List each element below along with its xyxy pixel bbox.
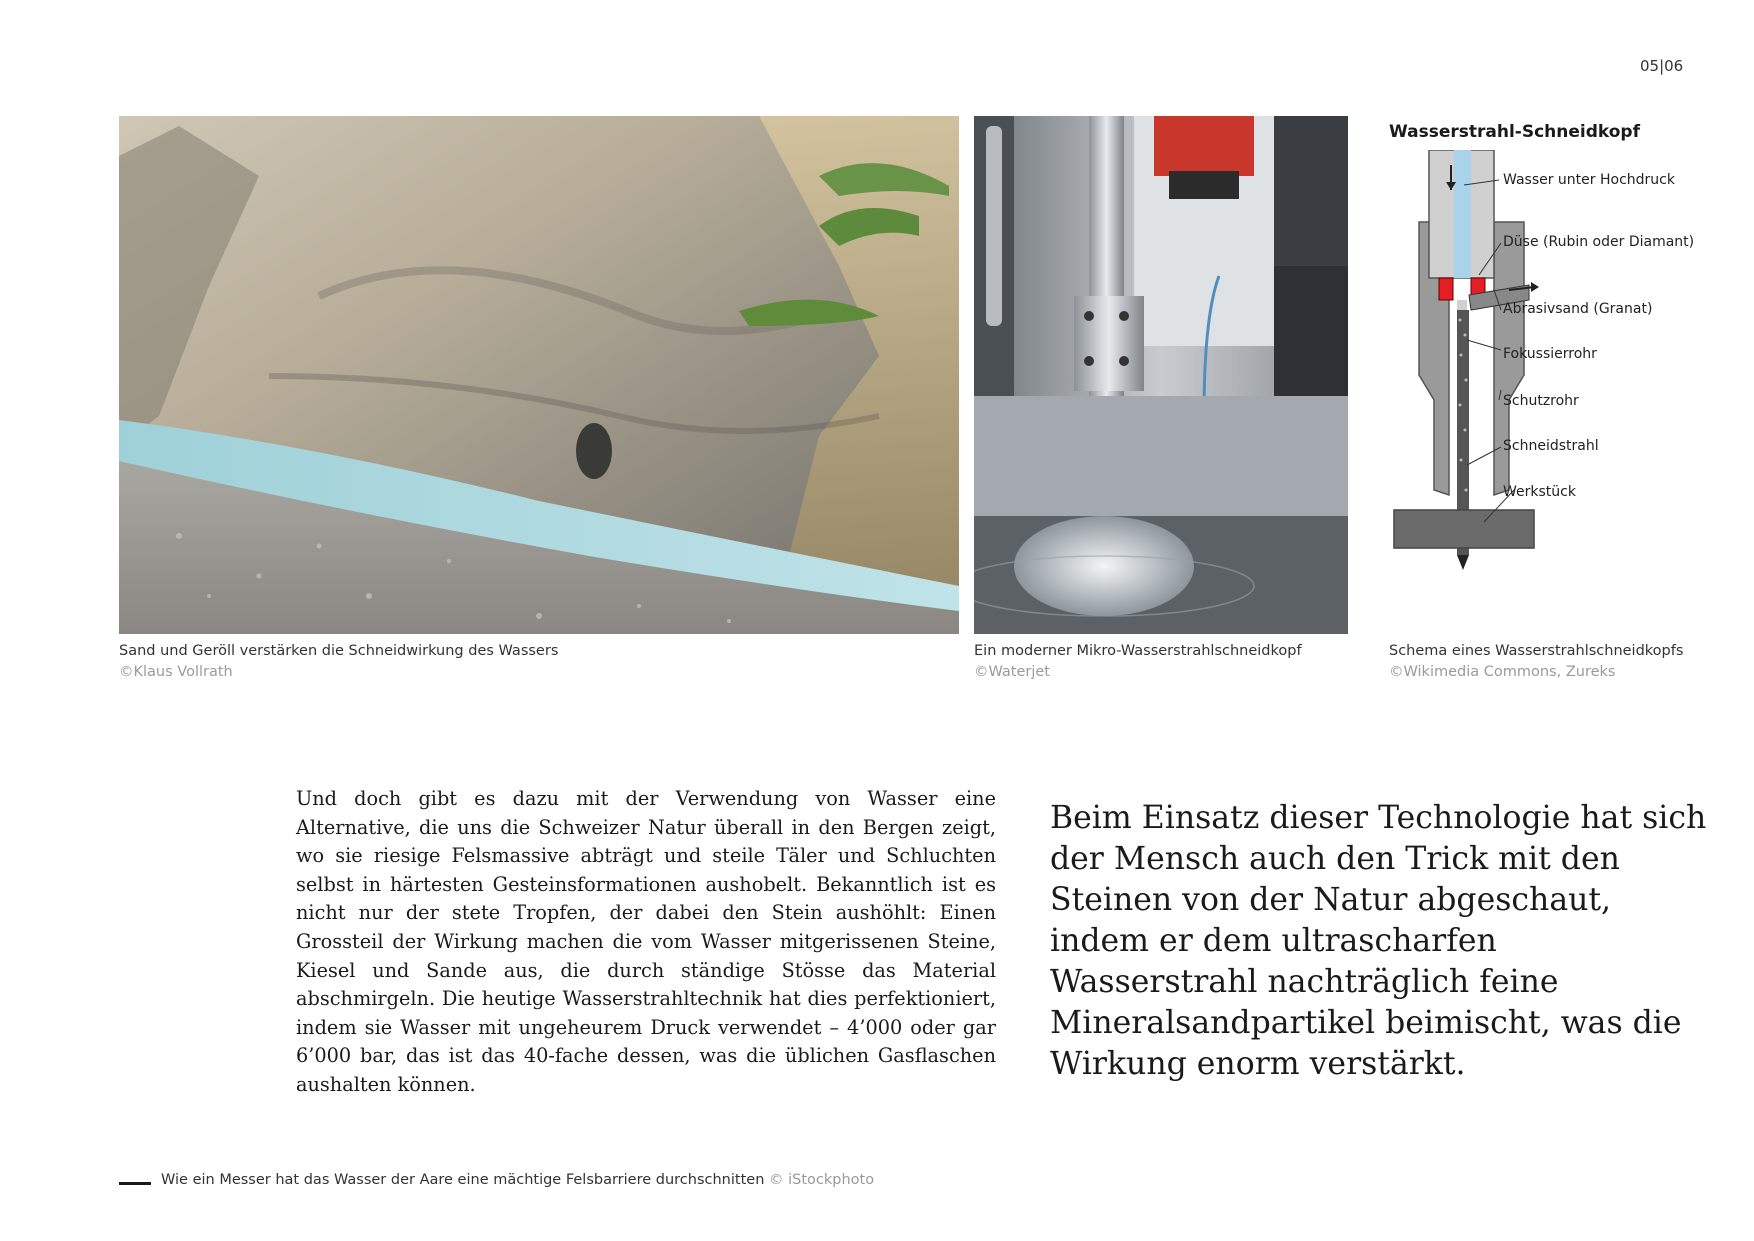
footnote-text: Wie ein Messer hat das Wasser der Aare eine mächtige Felsbarriere durchschnitten [161,1172,765,1188]
label-schutz: Schutzrohr [1503,393,1579,409]
machine-caption [974,641,1302,683]
machine-caption-text: Ein moderner Mikro-Wasserstrahlschneidkopf [974,643,1302,659]
label-fokus: Fokussierrohr [1503,346,1597,362]
waterjet-machine-photo [974,116,1348,634]
footnote [161,1172,874,1188]
label-duese: Düse (Rubin oder Diamant) [1503,234,1695,250]
footnote-credit: © iStockphoto [769,1172,875,1188]
gorge-caption-text: Sand und Geröll verstärken die Schneidwirkung des Wassers [119,643,559,659]
label-werkstueck: Werkstück [1503,484,1576,500]
workpiece [1394,510,1534,548]
label-strahl: Schneidstrahl [1503,438,1599,454]
gorge-photo [119,116,959,634]
pull-quote: Beim Einsatz dieser Technologie hat sich der Mensch auch den Trick mit den Steinen von der Natur abgeschaut, indem er dem ultrascharfen Wasserstrahl nachträglich feine Mineralsandpartikel beimischt, was die Wirkung enorm verstärkt. [1050,800,1707,1082]
schema-caption [1389,641,1683,683]
schema-title: Wasserstrahl-Schneidkopf [1389,122,1640,142]
gorge-credit: ©Klaus Vollrath [119,664,233,680]
label-wasser: Wasser unter Hochdruck [1503,172,1675,188]
waterjet-cutting-head-diagram [1389,150,1719,630]
nozzle-left [1439,278,1453,300]
schema-credit: ©Wikimedia Commons, Zureks [1389,664,1616,680]
gorge-caption [119,641,558,683]
schema-caption-text: Schema eines Wasserstrahlschneidkopfs [1389,643,1684,659]
water-channel [1454,150,1471,278]
footnote-rule [119,1182,151,1185]
machine-credit: ©Waterjet [974,664,1050,680]
body-paragraph: Und doch gibt es dazu mit der Verwendung von Wasser eine Alternative, die uns die Schweizer Natur überall in den Bergen zeigt, wo sie riesige Felsmassive abträgt und steile Täler und Schluchten selbst in härtesten Gesteinsformationen aushobelt. Bekanntlich ist es nicht nur der stete Tropfen, der dabei den Stein aushöhlt: Einen Grossteil der Wirkung machen die vom Wasser mitgerissenen Steine, Kiesel und Sande aus, die durch ständige Stösse das Material abschmirgeln. Die heutige Wasserstrahltechnik hat dies perfektioniert, indem sie Wasser mit ungeheurem Druck verwendet – 4’000 oder gar 6’000 bar, das ist das 40-fache dessen, was die üblichen Gasflaschen aushalten können. [296,787,996,1096]
page-number: 05|06 [1640,57,1684,75]
label-abrasiv: Abrasivsand (Granat) [1503,301,1653,317]
